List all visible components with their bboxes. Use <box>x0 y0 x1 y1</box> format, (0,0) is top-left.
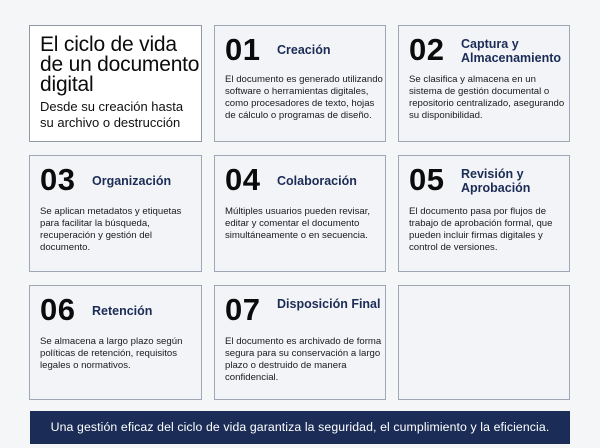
stage-number: 03 <box>40 162 76 197</box>
stage-number: 05 <box>409 162 445 197</box>
stage-card-retencion <box>29 285 202 400</box>
stage-title: Disposición Final <box>277 297 381 311</box>
stage-title: Organización <box>92 174 172 188</box>
stage-card-creacion <box>214 25 386 142</box>
stage-number: 07 <box>225 292 261 327</box>
page-subtitle: Desde su creación hasta su archivo o destrucción <box>40 99 184 130</box>
stage-description: El documento es generado utilizando software o herramientas digitales, como procesadores de texto, hojas de cálculo o programas de diseño. <box>225 74 383 121</box>
stage-title: Creación <box>277 43 331 57</box>
title-card <box>29 25 202 142</box>
stage-description: Se clasifica y almacena en un sistema de gestión documental o repositorio centralizado, asegurando su disponibilidad. <box>409 74 565 121</box>
stage-description: Se almacena a largo plazo según políticas de retención, requisitos legales o normativos. <box>40 336 183 371</box>
stage-description: Se aplican metadatos y etiquetas para facilitar la búsqueda, recuperación y gestión del documento. <box>40 206 182 253</box>
page-title: El ciclo de vida de un documento digital <box>40 33 200 96</box>
stage-card-organizacion <box>29 155 202 272</box>
stage-description: El documento pasa por flujos de trabajo de aprobación formal, que pueden incluir firmas digitales y control de versiones. <box>409 206 553 253</box>
stage-card-revision <box>398 155 570 272</box>
stage-number: 06 <box>40 292 76 327</box>
stage-description: Múltiples usuarios pueden revisar, editar y comentar el documento simultáneamente o en secuencia. <box>225 206 371 241</box>
stage-number: 02 <box>409 32 445 67</box>
stage-card-disposicion <box>214 285 386 400</box>
empty-card <box>398 285 570 400</box>
stage-card-captura <box>398 25 570 142</box>
stage-card-colaboracion <box>214 155 386 272</box>
stage-title: Retención <box>92 304 153 318</box>
stage-title: Revisión y Aprobación <box>461 167 531 195</box>
stage-description: El documento es archivado de forma segura para su conservación a largo plazo o destruido de manera confidencial. <box>225 336 382 383</box>
stage-number: 04 <box>225 162 261 197</box>
stage-number: 01 <box>225 32 261 67</box>
stage-title: Colaboración <box>277 174 357 188</box>
footer-banner: Una gestión eficaz del ciclo de vida garantiza la seguridad, el cumplimiento y la eficiencia. <box>30 411 570 444</box>
stage-title: Captura y Almacenamiento <box>461 37 562 65</box>
